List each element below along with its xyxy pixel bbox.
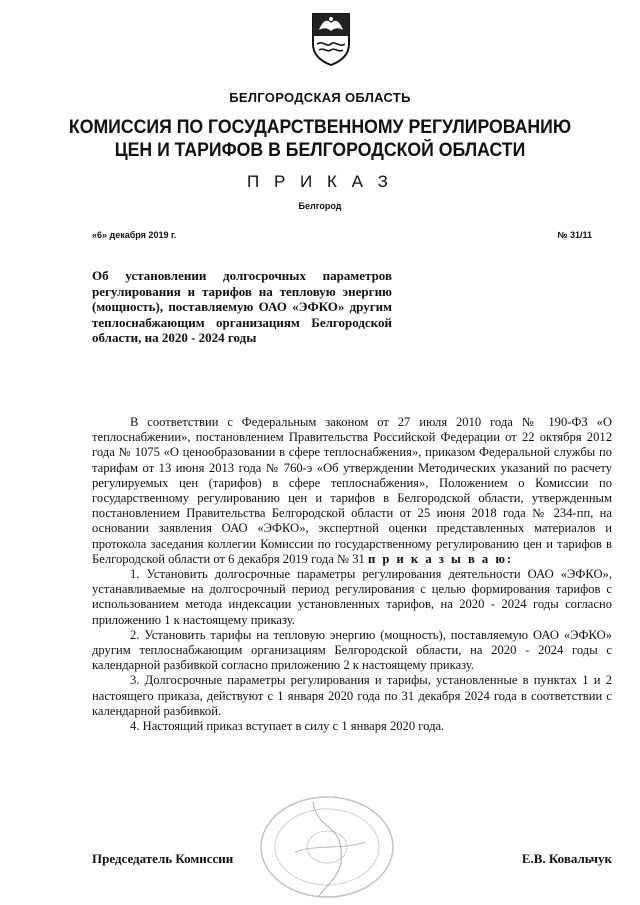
issue-date: «6» декабря 2019 г. [92,230,177,240]
preamble-text: В соответствии с Федеральным законом от 27 июля 2010 года № 190-ФЗ «О теплоснабжении», постановлением Правительства Российской Федерации от 22 октября 2012 года № 1075 «О ценообразовании в сфере теплоснабжения», приказом Федеральной службы по тарифам от 13 июня 2013 года № 760-э «Об утверждении Методических указаний по расчету регулируемых цен (тарифов) в сфере теплоснабжения», Положением о Комиссии по государственному регулированию цен и тарифов в Белгородской области, утвержденным постановлением Правительства Белгородской области от 25 июня 2018 года № 234-пп, на основании заявления ОАО «ЭФКО», экспертной оценки представленных материалов и протокола заседания коллегии Комиссии по государственному регулированию цен и тарифов в Белгородской области от 6 декабря 2019 года № 31 [92,415,612,566]
signature-row [92,851,612,867]
signatory-name: Е.В. Ковальчук [521,851,612,866]
order-item-2: 2. Установить тарифы на тепловую энергию (мощность), поставляемую ОАО «ЭФКО» другим теплоснабжающим организациям Белгородской области, на 2020 - 2024 годы с календарной разбивкой согласно приложению 2 к настоящему приказу. [92,627,612,673]
order-lead: п р и к а з ы в а ю: [367,551,514,566]
preamble-paragraph [92,415,612,567]
commission-name-line1: КОМИССИЯ ПО ГОСУДАРСТВЕННОМУ РЕГУЛИРОВАНИЮ [68,117,572,138]
official-seal [255,792,400,902]
order-subject: Об установлении долгосрочных параметров регулирования и тарифов на тепловую энергию (мощность), поставляемую ОАО «ЭФКО» другим теплоснабжающим организациям Белгородской области, на 2020 - 2024 годы [92,268,392,346]
signatory-title: Председатель Комиссии [92,851,234,866]
region-name: БЕЛГОРОДСКАЯ ОБЛАСТЬ [229,90,411,105]
order-item-4: 4. Настоящий приказ вступает в силу с 1 января 2020 года. [130,719,445,734]
coat-of-arms-icon [309,10,353,66]
order-number: № 31/11 [557,230,592,240]
order-item-3: 3. Долгосрочные параметры регулирования и тарифы, установленные в пунктах 1 и 2 настоящего приказа, действуют с 1 января 2020 года по 31 декабря 2024 года в соответствии с календарной разбивкой. [92,673,612,718]
document-type-title: П Р И К А З [247,172,393,191]
issue-place: Белгород [298,201,342,211]
order-item-1: 1. Установить долгосрочные параметры регулирования деятельности ОАО «ЭФКО», устанавливаемые на долгосрочный период регулирования с целью формирования тарифов с использованием метода индексации установленных тарифов, на 2020 - 2024 годы согласно приложению 1 к настоящему приказу. [92,567,612,627]
commission-name-line2: ЦЕН И ТАРИФОВ В БЕЛГОРОДСКОЙ ОБЛАСТИ [114,140,526,161]
date-number-row [92,230,592,244]
order-body [92,415,612,734]
